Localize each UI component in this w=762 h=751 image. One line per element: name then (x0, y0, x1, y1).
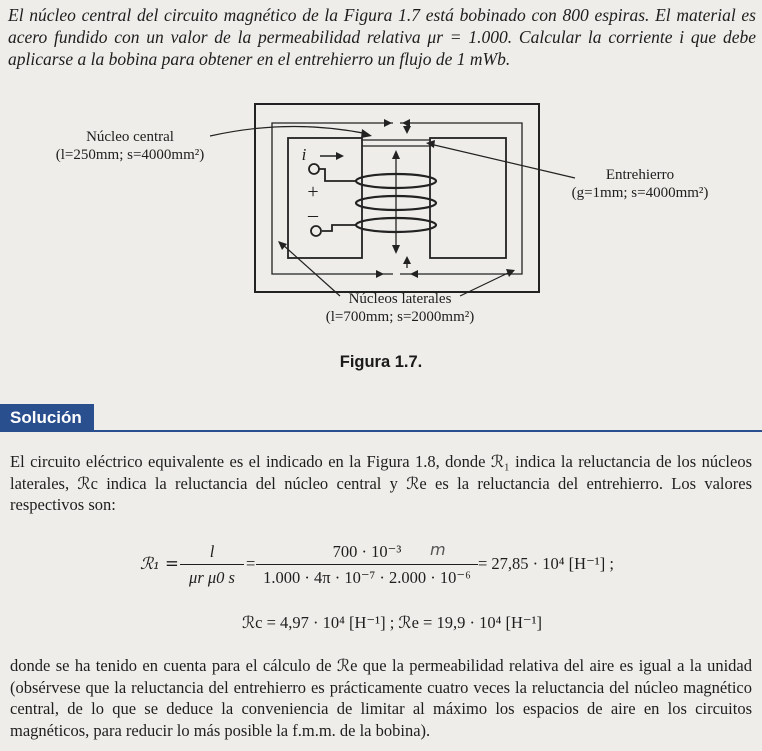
current-arrow-head (336, 152, 344, 160)
flux-arrow-bottom-left (376, 270, 384, 278)
figure-caption: Figura 1.7. (339, 353, 423, 371)
label-lateral-cores (300, 290, 500, 326)
leader-lateral-left-arrow (278, 241, 287, 250)
label-air-gap (550, 166, 730, 202)
coil-lead-top (318, 169, 357, 181)
label-lateral-cores-title: Núcleos laterales (348, 291, 452, 307)
eq1-frac2-numerator: 700 · 10⁻³ (332, 542, 402, 561)
figure-1-7 (0, 96, 762, 346)
terminal-bottom (311, 226, 321, 236)
coil-lead-bottom (322, 225, 357, 231)
flux-arrow-top-down (403, 126, 411, 134)
current-symbol: i (301, 145, 307, 164)
flux-arrow-top-left (384, 119, 392, 127)
leader-central-arrow (361, 129, 372, 138)
solution-heading: Solución (0, 404, 94, 432)
central-flux-arrow-up (392, 150, 400, 159)
label-central-core-title: Núcleo central (86, 129, 174, 145)
problem-statement: El núcleo central del circuito magnético de la Figura 1.7 está bobinado con 800 espiras. El material es acero fundido con un valor de la permeabilidad relativa μr = 1.000. Calcular la corriente i que debe aplicarse a la bobina para obtener en el entrehierro un flujo de 1 mWb. (8, 5, 756, 69)
eq1-fraction-1 (180, 540, 244, 589)
flux-arrow-bottom-right (410, 270, 418, 278)
label-lateral-cores-dims: (l=700mm; s=2000mm²) (325, 309, 475, 325)
solution-paragraph-1: El circuito eléctrico equivalente es el indicado en la Figura 1.8, donde ℛ₁ indica la reluctancia de los núcleos laterales, ℛc indica la reluctancia del núcleo central y ℛe es la reluctancia del entrehierro. Los valores respectivos son: (10, 452, 752, 514)
flux-arrow-bottom-up (403, 256, 411, 264)
flux-arrow-top-right (402, 119, 410, 127)
terminal-top (309, 164, 319, 174)
label-air-gap-dims: (g=1mm; s=4000mm²) (571, 185, 709, 201)
eq1-equals: = (246, 554, 256, 573)
leader-central (210, 126, 368, 136)
central-flux-arrow-down (392, 245, 400, 254)
equation-r1 (0, 538, 762, 594)
solution-paragraph-2: donde se ha tenido en cuenta para el cálculo de ℛe que la permeabilidad relativa del aire es igual a la unidad (obsérvese que la reluctancia del entrehierro es prácticamente cuatro veces la reluctancia del núcleo magnético central, de lo que se deduce la conveniencia de limitar al máximo los espacios de aire en los circuitos magnéticos, para reducir lo más posible la f.m.m. de la bobina). (10, 656, 752, 740)
plus-sign: + (307, 181, 319, 203)
core-right-window (430, 138, 506, 258)
label-central-core-dims: (l=250mm; s=4000mm²) (55, 147, 205, 163)
eq1-frac1-numerator: l (209, 542, 215, 561)
leader-lateral-left (282, 244, 340, 296)
label-central-core (40, 128, 220, 164)
eq1-rhs: = 27,85 · 10⁴ [H⁻¹] ; (478, 554, 614, 573)
eq1-frac1-denominator: μr μ0 s (189, 568, 235, 587)
core-outer-outline (255, 104, 539, 292)
eq1-handwritten-note: m (430, 540, 446, 559)
eq1-lhs: ℛ₁ = (140, 554, 179, 573)
eq1-frac2-denominator: 1.000 · 4π · 10⁻⁷ · 2.000 · 10⁻⁶ (263, 568, 471, 587)
minus-sign: – (308, 204, 318, 226)
equation-rc-re: ℛc = 4,97 · 10⁴ [H⁻¹] ; ℛe = 19,9 · 10⁴ [H⁻¹] (241, 613, 543, 632)
label-air-gap-title: Entrehierro (605, 167, 675, 183)
solution-bar (0, 404, 762, 432)
